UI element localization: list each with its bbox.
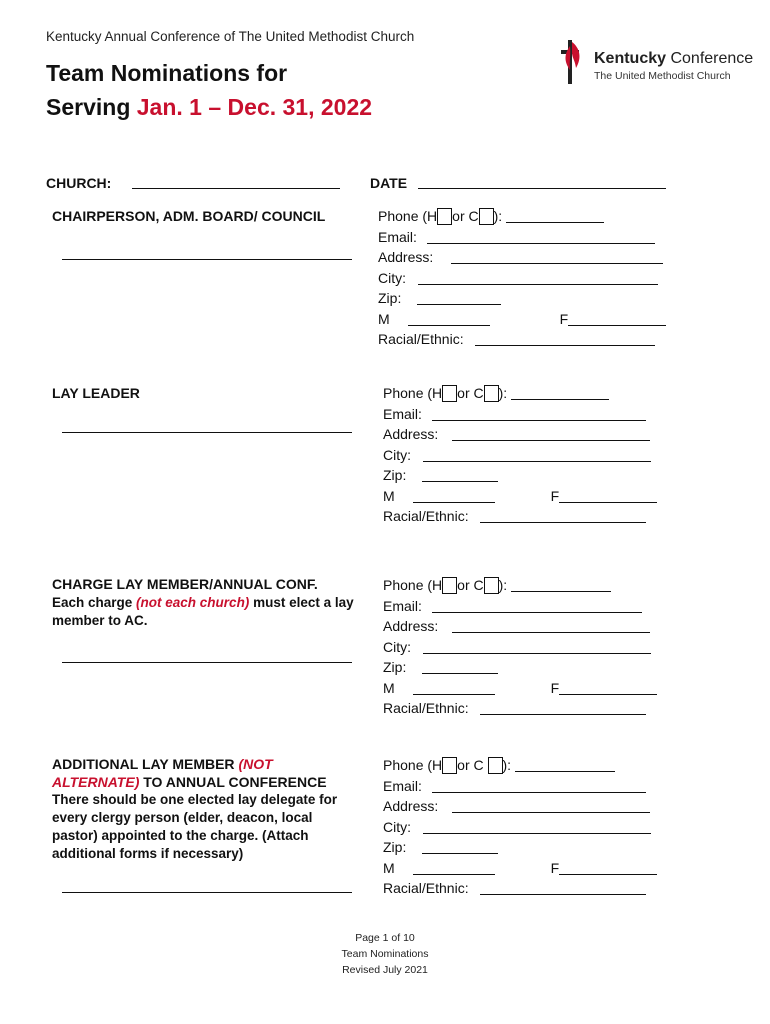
title-dates: Jan. 1 – Dec. 31, 2022 (136, 94, 373, 120)
racial-row: Racial/Ethnic: (378, 329, 666, 350)
address-row: Address: (383, 424, 657, 445)
address-row: Address: (378, 247, 666, 268)
church-input-line[interactable] (132, 188, 340, 189)
phone-line[interactable] (511, 578, 611, 592)
address-line[interactable] (452, 619, 650, 633)
zip-row: Zip: (383, 657, 657, 678)
racial-line[interactable] (480, 509, 646, 523)
zip-row: Zip: (378, 288, 666, 309)
phone-row: Phone (H or C ): (383, 755, 657, 776)
address-row: Address: (383, 796, 657, 817)
city-row: City: (383, 817, 657, 838)
gender-row: M F (383, 678, 657, 699)
address-line[interactable] (451, 250, 663, 264)
additional-lay-member-label: ADDITIONAL LAY MEMBER (NOT ALTERNATE) TO ANNUAL CONFERENCE (52, 756, 327, 790)
phone-row: Phone (H or C ): (383, 575, 657, 596)
zip-row: Zip: (383, 465, 657, 486)
date-label: DATE (370, 175, 408, 191)
address-line[interactable] (452, 799, 650, 813)
email-line[interactable] (432, 599, 642, 613)
email-row: Email: (383, 404, 657, 425)
chair-contact-block (378, 206, 666, 350)
zip-line[interactable] (422, 840, 498, 854)
chairperson-label: CHAIRPERSON, ADM. BOARD/ COUNCIL (52, 208, 326, 224)
address-row: Address: (383, 616, 657, 637)
email-line[interactable] (432, 407, 646, 421)
email-line[interactable] (427, 230, 655, 244)
address-line[interactable] (452, 427, 650, 441)
footer-revised: Revised July 2021 (342, 964, 428, 976)
female-line[interactable] (559, 861, 657, 875)
male-line[interactable] (408, 312, 490, 326)
lay-leader-name-line[interactable] (62, 432, 352, 433)
cross-and-flame-icon (560, 38, 586, 86)
additional-lay-member-note: There should be one elected lay delegate for every clergy person (elder, deacon, local pastor) appointed to the charge. (Attach additional forms if necessary) (52, 792, 338, 861)
email-row: Email: (378, 227, 666, 248)
charge-lay-member-label: CHARGE LAY MEMBER/ANNUAL CONF. (52, 576, 318, 592)
conference-logo (560, 38, 760, 88)
phone-line[interactable] (506, 209, 604, 223)
gender-row: M F (383, 858, 657, 879)
additional-contact-block (383, 755, 657, 899)
cell-phone-checkbox[interactable] (479, 208, 494, 225)
lay-leader-label: LAY LEADER (52, 385, 140, 401)
church-label: CHURCH: (46, 175, 112, 191)
page-number: Page 1 of 10 (355, 932, 415, 944)
racial-row: Racial/Ethnic: (383, 506, 657, 527)
gender-row: M F (378, 309, 666, 330)
date-input-line[interactable] (418, 188, 666, 189)
racial-line[interactable] (475, 332, 655, 346)
zip-line[interactable] (422, 660, 498, 674)
home-phone-checkbox[interactable] (442, 385, 457, 402)
gender-row: M F (383, 486, 657, 507)
female-line[interactable] (559, 489, 657, 503)
zip-line[interactable] (417, 291, 501, 305)
lay-leader-contact-block (383, 383, 657, 527)
cell-phone-checkbox[interactable] (488, 757, 503, 774)
phone-row: Phone (H or C ): (378, 206, 666, 227)
home-phone-checkbox[interactable] (437, 208, 452, 225)
city-line[interactable] (418, 271, 658, 285)
email-row: Email: (383, 596, 657, 617)
male-line[interactable] (413, 681, 495, 695)
racial-row: Racial/Ethnic: (383, 698, 657, 719)
female-line[interactable] (559, 681, 657, 695)
chairperson-name-line[interactable] (62, 259, 352, 260)
charge-lay-member-note: Each charge (not each church) must elect a lay member to AC. (52, 595, 354, 628)
home-phone-checkbox[interactable] (442, 577, 457, 594)
phone-row: Phone (H or C ): (383, 383, 657, 404)
racial-row: Racial/Ethnic: (383, 878, 657, 899)
female-line[interactable] (568, 312, 666, 326)
male-line[interactable] (413, 861, 495, 875)
home-phone-checkbox[interactable] (442, 757, 457, 774)
male-line[interactable] (413, 489, 495, 503)
city-line[interactable] (423, 448, 651, 462)
phone-line[interactable] (511, 386, 609, 400)
additional-lay-member-name-line[interactable] (62, 892, 352, 893)
city-line[interactable] (423, 820, 651, 834)
city-row: City: (383, 637, 657, 658)
logo-subtitle: The United Methodist Church (594, 70, 731, 82)
page-title-line2: Serving Jan. 1 – Dec. 31, 2022 (46, 94, 373, 120)
cell-phone-checkbox[interactable] (484, 385, 499, 402)
zip-line[interactable] (422, 468, 498, 482)
logo-name: Kentucky Conference (594, 50, 754, 67)
racial-line[interactable] (480, 701, 646, 715)
footer-form-name: Team Nominations (341, 948, 429, 960)
cell-phone-checkbox[interactable] (484, 577, 499, 594)
email-row: Email: (383, 776, 657, 797)
phone-line[interactable] (515, 758, 615, 772)
document-header: Kentucky Annual Conference of The United Methodist Church (46, 29, 415, 44)
charge-lay-member-name-line[interactable] (62, 662, 352, 663)
email-line[interactable] (432, 779, 646, 793)
racial-line[interactable] (480, 881, 646, 895)
charge-contact-block (383, 575, 657, 719)
page-title-line1: Team Nominations for (46, 60, 288, 86)
city-line[interactable] (423, 640, 651, 654)
city-row: City: (383, 445, 657, 466)
city-row: City: (378, 268, 666, 289)
zip-row: Zip: (383, 837, 657, 858)
